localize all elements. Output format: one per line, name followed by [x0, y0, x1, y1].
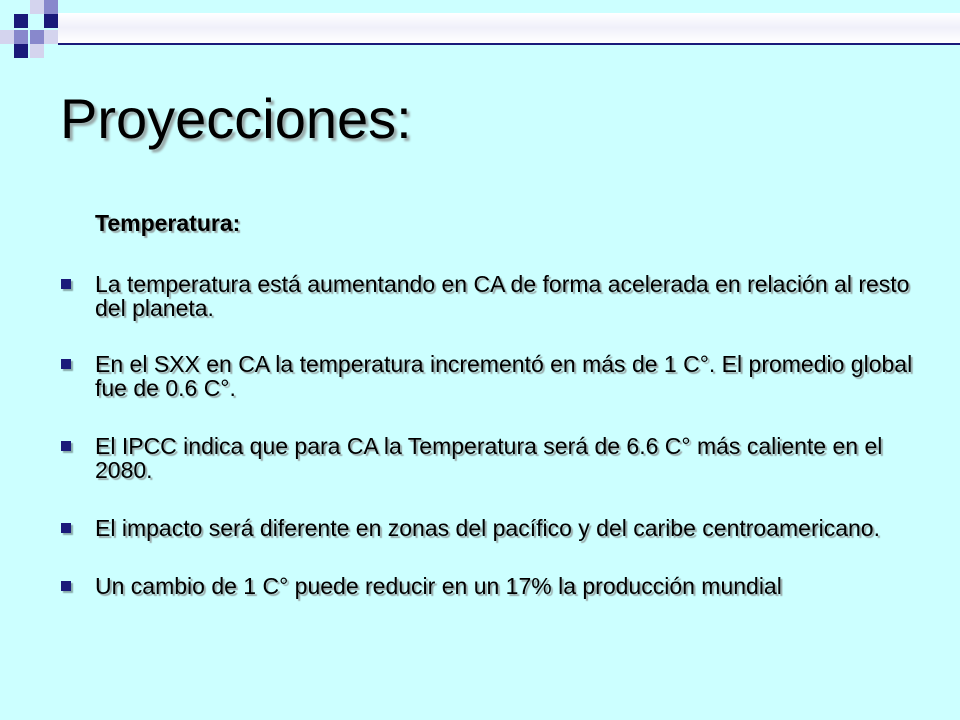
deco-square [44, 0, 58, 14]
deco-square [44, 14, 58, 28]
list-item [60, 516, 920, 540]
square-bullet-icon [61, 523, 71, 533]
list-item [60, 272, 920, 320]
square-bullet-icon [61, 279, 71, 289]
square-bullet-icon [61, 581, 71, 591]
bullet-text: El impacto será diferente en zonas del pacífico y del caribe centroamericano. [95, 515, 880, 541]
bullet-text: Un cambio de 1 C° puede reducir en un 17% la producción mundial [95, 573, 782, 599]
bullet-text: El IPCC indica que para CA la Temperatura será de 6.6 C° más caliente en el 2080. [95, 433, 883, 483]
header-rule [58, 43, 960, 45]
slide-title: Proyecciones: [60, 87, 412, 150]
header-bar [58, 13, 960, 43]
deco-square [14, 14, 28, 28]
deco-square [30, 0, 44, 14]
square-bullet-icon [61, 441, 71, 451]
deco-square [14, 30, 28, 44]
section-subheading: Temperatura: [95, 210, 241, 236]
bullet-text: La temperatura está aumentando en CA de forma acelerada en relación al resto del planeta. [95, 271, 910, 321]
bullet-text: En el SXX en CA la temperatura incrementó en más de 1 C°. El promedio global fue de 0.6 C°. [95, 351, 913, 401]
deco-square [0, 30, 14, 44]
deco-square [44, 30, 58, 44]
bullet-list [60, 272, 920, 598]
square-bullet-icon [61, 359, 71, 369]
list-item [60, 352, 920, 400]
list-item [60, 574, 920, 598]
deco-square [30, 44, 44, 58]
list-item [60, 434, 920, 482]
deco-square [30, 30, 44, 44]
deco-square [14, 44, 28, 58]
